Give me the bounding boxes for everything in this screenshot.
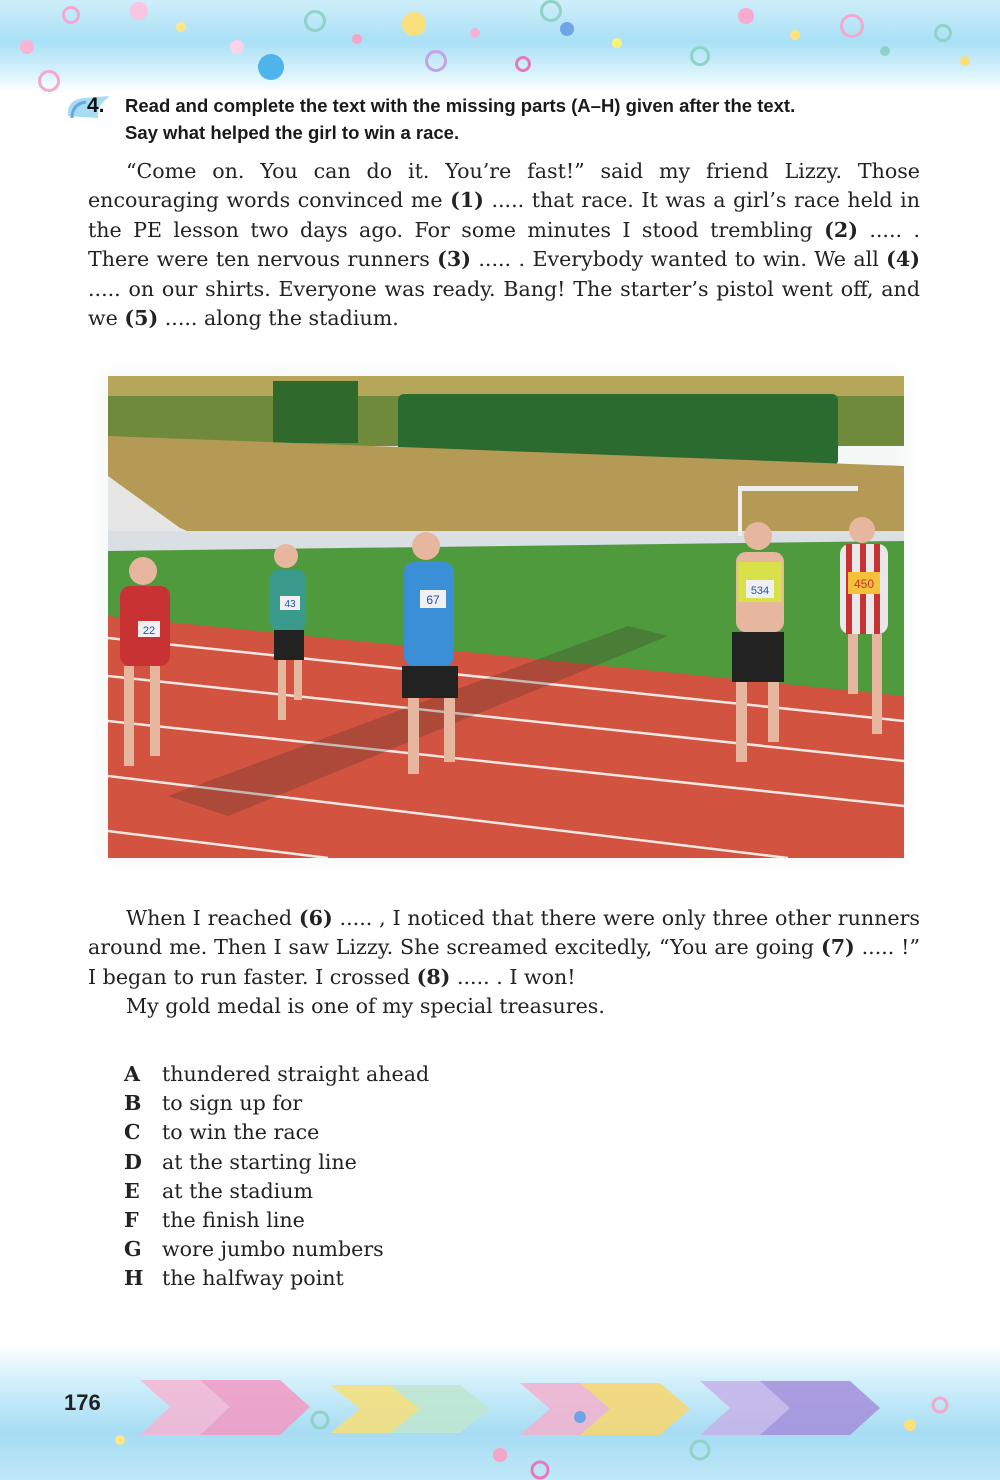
svg-text:22: 22: [142, 625, 156, 637]
gap-marker: (3): [437, 247, 471, 272]
story-text: ..... !” I began to run faster. I crossed: [88, 935, 920, 989]
task-instruction-line-2: Say what helped the girl to win a race.: [125, 122, 460, 143]
story-text: “Come on. You can do it. You’re fast!” said my friend Lizzy. Those encouraging words convinced me: [88, 159, 920, 213]
race-photo-illustration: [108, 376, 904, 858]
answer-option-text: to sign up for: [162, 1091, 303, 1116]
answer-option: [124, 1235, 624, 1264]
answer-option-text: thundered straight ahead: [162, 1062, 430, 1086]
story-text: ..... . I won!: [450, 964, 576, 989]
answer-option: [124, 1060, 624, 1089]
svg-text:534: 534: [750, 585, 770, 597]
story-text: ..... on our shirts. Everyone was ready. Bang! The starter’s pistol went off, and we: [88, 276, 920, 331]
chevron-pattern-decoration: [0, 1345, 1000, 1480]
answer-option-letter: D: [124, 1149, 142, 1174]
task-instructions: [125, 92, 935, 146]
answer-option-text: at the stadium: [162, 1178, 314, 1203]
answer-option-letter: G: [124, 1237, 142, 1262]
task-instruction-line-1: Read and complete the text with the missing parts (A–H) given after the text.: [125, 95, 796, 116]
answer-option: [124, 1206, 624, 1235]
gap-marker: (4): [886, 247, 920, 272]
story-text: ..... . There were ten nervous runners: [88, 217, 920, 272]
task-number: 4.: [87, 94, 105, 117]
answer-option: [124, 1148, 624, 1177]
race-photo: [108, 376, 904, 858]
gap-marker: (7): [820, 935, 855, 960]
story-text: ..... that race. It was a girl’s race held in the PE lesson two days ago. For some minutes I stood trembling: [88, 188, 920, 242]
svg-text:450: 450: [853, 577, 875, 591]
answer-option-letter: E: [124, 1178, 140, 1203]
answer-option: [124, 1089, 624, 1118]
answer-option: [124, 1264, 624, 1293]
answer-option-text: the finish line: [162, 1208, 305, 1233]
answer-option-letter: F: [124, 1208, 139, 1233]
answer-option-text: at the starting line: [162, 1149, 357, 1174]
story-text: ..... along the stadium.: [158, 306, 399, 331]
story-paragraph-3: My gold medal is one of my special treasures.: [126, 994, 605, 1018]
answer-option-text: wore jumbo numbers: [162, 1237, 384, 1262]
page-number: 176: [64, 1390, 101, 1415]
answer-option: [124, 1118, 624, 1147]
top-decorative-band: [0, 0, 1000, 92]
answer-option-text: to win the race: [162, 1120, 320, 1145]
gap-marker: (2): [824, 217, 858, 242]
story-text: ..... , I noticed that there were only three other runners around me. Then I saw Lizzy. She screamed excitedly, “You are going: [88, 906, 920, 960]
answer-option: [124, 1177, 624, 1206]
answer-option-letter: A: [124, 1062, 140, 1086]
answer-options-list: [124, 1060, 624, 1294]
svg-text:67: 67: [426, 593, 440, 607]
gap-marker: (8): [416, 964, 451, 989]
gap-marker: (1): [450, 188, 484, 213]
bottom-decorative-band: [0, 1345, 1000, 1480]
answer-option-letter: B: [124, 1091, 142, 1116]
svg-text:43: 43: [284, 599, 296, 610]
story-paragraph-2: [88, 904, 920, 992]
answer-option-letter: C: [124, 1120, 141, 1145]
story-text: ..... . Everybody wanted to win. We all: [470, 247, 887, 272]
gap-marker: (6): [298, 906, 333, 930]
answer-option-text: the halfway point: [162, 1266, 344, 1291]
story-text: When I reached: [126, 906, 299, 930]
gap-marker: (5): [124, 306, 159, 331]
answer-option-letter: H: [124, 1266, 144, 1291]
story-paragraph-1: [88, 157, 920, 333]
